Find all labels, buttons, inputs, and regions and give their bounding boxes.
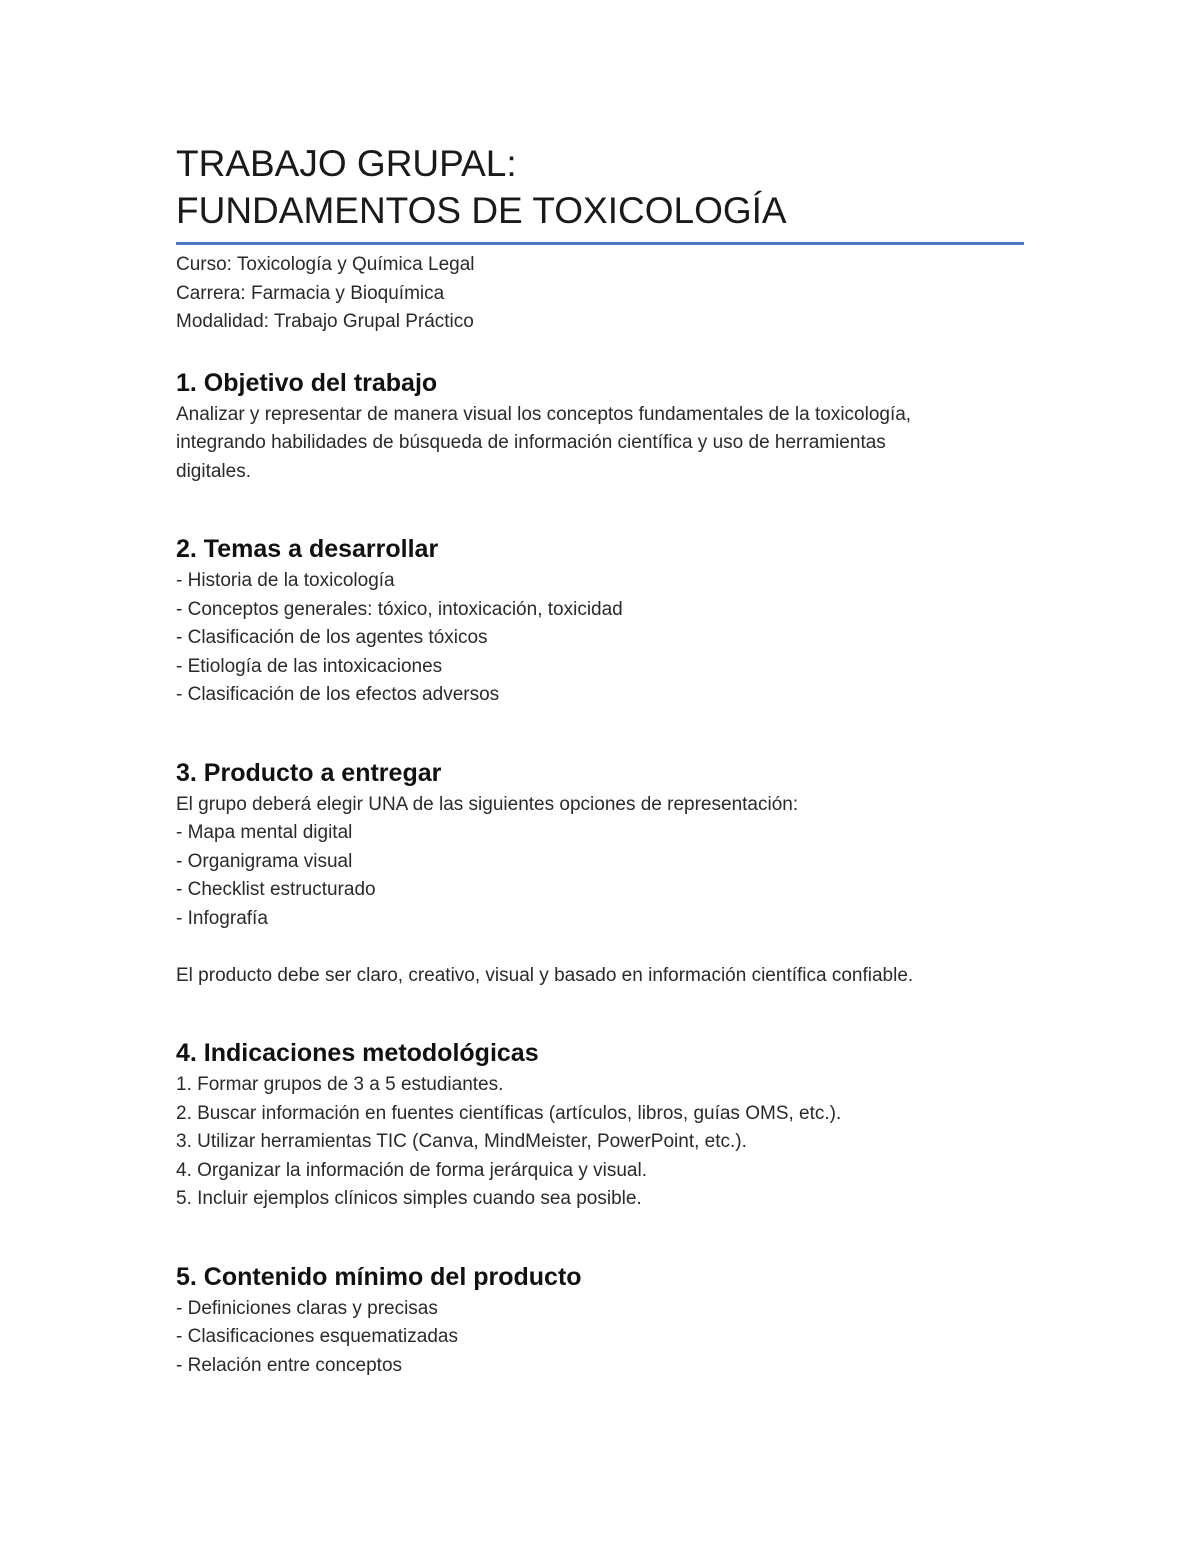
list-item: 4. Organizar la información de forma jerárquica y visual. [176,1159,647,1181]
section-heading: 3. Producto a entregar [176,758,442,787]
list-item: 2. Buscar información en fuentes científicas (artículos, libros, guías OMS, etc.). [176,1102,842,1124]
section-heading: 4. Indicaciones metodológicas [176,1039,539,1067]
list-item: - Clasificación de los agentes tóxicos [176,627,488,648]
section-topics [176,533,1024,710]
list-item: - Etiología de las intoxicaciones [176,655,443,677]
title-line-1: TRABAJO GRUPAL: [176,143,517,184]
section-heading: 5. Contenido mínimo del producto [176,1262,582,1291]
paragraph-line: Analizar y representar de manera visual los conceptos fundamentales de la toxicología, [176,403,912,425]
career-line: Carrera: Farmacia y Bioquímica [176,282,445,304]
list-item: - Organigrama visual [176,850,353,872]
section-heading: 1. Objetivo del trabajo [176,368,438,397]
list-item: - Mapa mental digital [176,822,353,843]
list-item: - Definiciones claras y precisas [176,1297,438,1319]
spacer [176,933,1024,962]
paragraph-line: integrando habilidades de búsqueda de información científica y uso de herramientas [176,432,886,453]
section-heading: 2. Temas a desarrollar [176,535,439,563]
list-item: - Infografía [176,907,268,929]
paragraph-line: El grupo deberá elegir UNA de las siguientes opciones de representación: [176,793,799,815]
document-title [176,140,1024,234]
list-item: 3. Utilizar herramientas TIC (Canva, MindMeister, PowerPoint, etc.). [176,1131,747,1152]
section-objective [176,367,1024,487]
list-item: - Clasificaciones esquematizadas [176,1326,458,1347]
list-item: - Conceptos generales: tóxico, intoxicación, toxicidad [176,598,623,620]
list-item: - Checklist estructurado [176,879,376,900]
course-line: Curso: Toxicología y Química Legal [176,254,475,275]
title-divider [176,242,1024,245]
list-item: 1. Formar grupos de 3 a 5 estudiantes. [176,1074,504,1095]
list-item: - Clasificación de los efectos adversos [176,684,500,705]
closing-paragraph: El producto debe ser claro, creativo, visual y basado en información científica confiable. [176,964,914,986]
title-line-2: FUNDAMENTOS DE TOXICOLOGÍA [176,190,787,231]
paragraph-line: digitales. [176,460,251,482]
list-item: 5. Incluir ejemplos clínicos simples cuando sea posible. [176,1188,642,1209]
course-info [176,251,1024,337]
section-minimum-content [176,1261,1024,1381]
list-item: - Historia de la toxicología [176,570,395,591]
modality-line: Modalidad: Trabajo Grupal Práctico [176,311,474,332]
document-page [176,140,1024,1380]
section-methodology [176,1037,1024,1214]
list-item: - Relación entre conceptos [176,1354,403,1376]
section-deliverable [176,757,1024,991]
